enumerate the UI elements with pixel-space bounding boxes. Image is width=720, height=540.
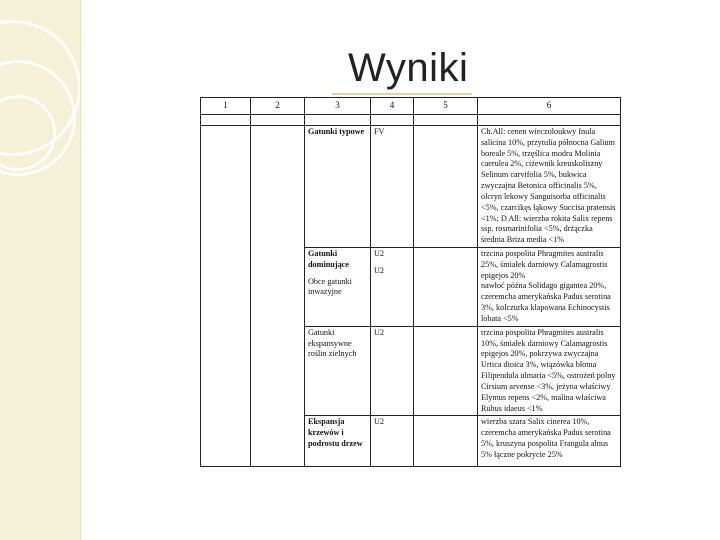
row-label [305,416,371,467]
table-cell [414,326,478,416]
row-description: Ch.All: cenen wieczoloukwy Inula salicina 10%, przytulia północna Galium boreale 5%, trzęślica modra Molinia caerulea 2%, ciżewnik kreuskoliszny Selinum carvifolia 5%, bukwica zwyczajna Betonica officinalis 5%, olcryn lekowy Sanguisorba officinalis <5%, czarcikęs łąkowy Succisa pratensis <1%; D All: wierzba rokita Salix repens ssp. rosmarinifolia <5%, drżączka średnia Briza media <1% [478,125,621,247]
row-code-text: U2 [374,265,385,275]
column-header: 2 [251,98,305,115]
table-row [201,125,621,247]
row-description-text: nawłoć późna Solidago gigantea 20%, czeremcha amerykańska Padus serotina 3%, kolczurka klapowana Echinocystis lobata <5% [481,281,611,323]
row-label-text: Ekspansja krzewów i podrostu drzew [308,417,363,449]
row-label-text: Obce gatunki inwazyjne [308,276,352,297]
results-table [200,97,621,467]
column-header: 1 [201,98,251,115]
row-code: U2 [371,416,414,467]
column-header: 4 [371,98,414,115]
row-description-text: wierzba szara Salix cinerea 10%, czeremcha amerykańska Padus serotina 5%, kruszyna pospolita Frangula alnus 5% łączne pokrycie 25% [481,417,611,459]
row-label [305,247,371,326]
decorative-side-panel [0,0,80,540]
row-description: trzcina pospolita Phragmites australis 10%, śmiałek darniowy Calamagrostis epigejos 20%, pokrzywa zwyczajna Urtica dioica 3%, wiązówka błotna Filipendula ulmaria <5%, ostrożeń polny Cirsium arvense <3%, jeżyna właściwy Elymus repens <2%, malina właściwa Rubus idaeus <1% [478,326,621,416]
row-code [371,247,414,326]
table-header-row [201,98,621,115]
slide-title: Wyniki [348,46,469,90]
table-cell [414,125,478,247]
row-code: U2 [371,326,414,416]
row-label-text: Gatunki dominujące [308,248,349,269]
table-cell [414,416,478,467]
table-spacer-row [201,114,621,125]
column-header: 3 [305,98,371,115]
row-description [478,416,621,467]
row-description-clip [481,417,617,465]
column-header: 6 [478,98,621,115]
title-underline [332,93,472,95]
row-label [305,125,371,247]
table-cell [414,247,478,326]
row-description-text: trzcina pospolita Phragmites australis 25%, śmiałek darniowy Calamagrostis epigejos 20% [481,248,608,280]
row-description [478,247,621,326]
table-cell [201,125,251,467]
column-header: 5 [414,98,478,115]
row-code-text: U2 [374,248,385,258]
row-code: FV [371,125,414,247]
row-label: Gatunki ekspansywne roślin zielnych [305,326,371,416]
row-label-text: Gatunki typowe [308,126,365,136]
table-cell [251,125,305,467]
decorative-divider [80,0,81,540]
